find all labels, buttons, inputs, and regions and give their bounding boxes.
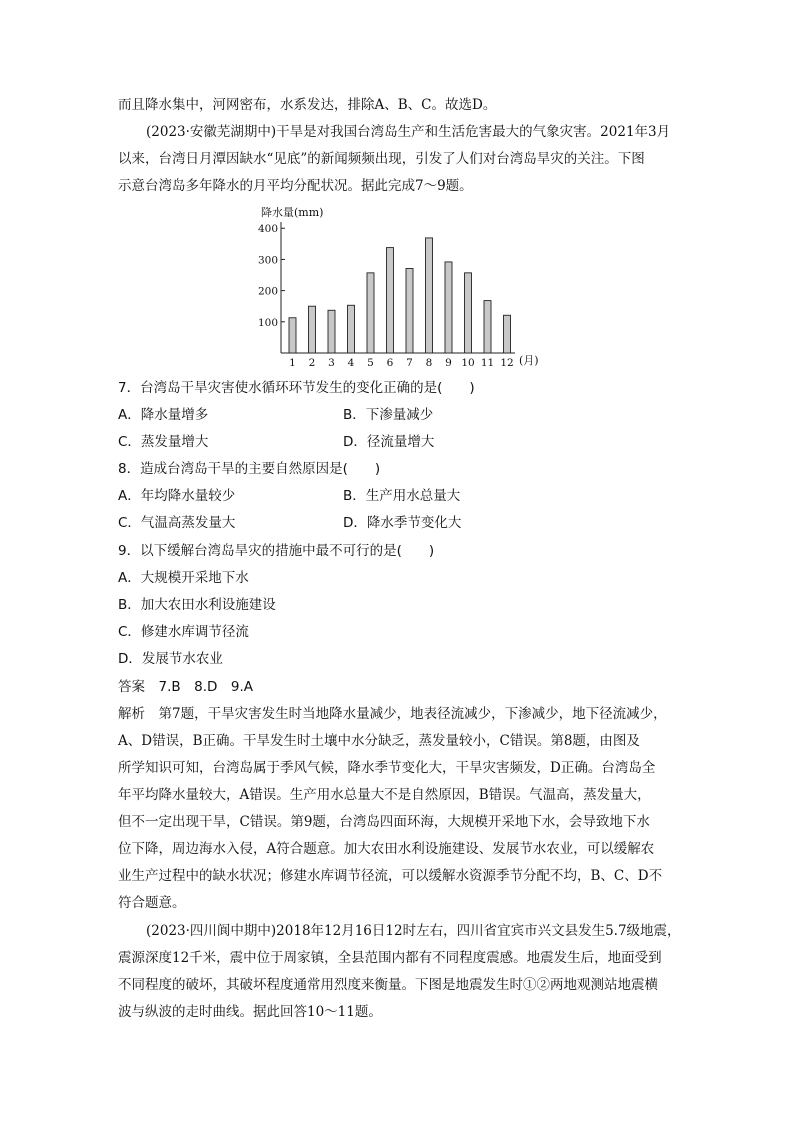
passage-intro-line: 示意台湾岛多年降水的月平均分配状况。据此完成7～9题。	[118, 178, 473, 194]
chart-bar-month-8	[426, 238, 433, 353]
analysis-line: 所学知识可知，台湾岛属于季风气候，降水季节变化大，干旱灾害频发，D正确。台湾岛全	[118, 760, 656, 776]
q8-option-b[interactable]: B．生产用水总量大	[343, 488, 461, 504]
chart-x-tick-label: 11	[480, 357, 495, 369]
chart-y-tick-label: 300	[257, 254, 278, 267]
analysis-line: 解析 第7题，干旱灾害发生时当地降水量减少，地表径流减少，下渗减少，地下径流减少，	[118, 706, 667, 722]
q7-option-b[interactable]: B．下渗量减少	[343, 407, 434, 423]
chart-y-tick-label: 200	[257, 285, 278, 298]
chart-x-tick-label: 5	[367, 357, 374, 369]
question-9-stem: 9．以下缓解台湾岛旱灾的措施中最不可行的是( )	[118, 543, 435, 559]
chart-x-tick-label: 1	[289, 357, 296, 369]
paragraph-continuation: 而且降水集中，河网密布，水系发达，排除A、B、C。故选D。	[118, 97, 497, 113]
chart-x-tick-label: 7	[406, 357, 413, 369]
chart-x-axis-unit: (月)	[519, 354, 539, 367]
analysis-line: 年平均降水量较大，A错误。生产用水总量大不是自然原因，B错误。气温高，蒸发量大，	[118, 787, 651, 803]
q8-option-c[interactable]: C．气温高蒸发量大	[118, 515, 236, 531]
chart-bar-month-4	[348, 305, 355, 353]
question-7-stem: 7．台湾岛干旱灾害使水循环环节发生的变化正确的是( )	[118, 380, 475, 396]
q9-option-d[interactable]: D．发展节水农业	[118, 651, 223, 667]
chart-bar-month-6	[387, 248, 394, 353]
chart-x-tick-label: 12	[500, 357, 514, 369]
q9-option-c[interactable]: C．修建水库调节径流	[118, 624, 249, 640]
question-8-stem: 8．造成台湾岛干旱的主要自然原因是( )	[118, 461, 381, 477]
next-passage-line: 不同程度的破坏，其破坏程度通常用烈度来衡量。下图是地震发生时①②两地观测站地震横	[118, 977, 658, 993]
precipitation-bar-chart	[255, 200, 545, 370]
next-passage-line: 波与纵波的走时曲线。据此回答10～11题。	[118, 1004, 382, 1020]
chart-bar-month-1	[289, 318, 296, 353]
chart-x-tick-label: 10	[461, 357, 475, 369]
chart-x-tick-label: 4	[347, 357, 355, 369]
chart-y-tick-label: 400	[257, 223, 278, 236]
analysis-line: A、D错误，B正确。干旱发生时土壤中水分缺乏，蒸发量较小，C错误。第8题，由图及	[118, 733, 640, 749]
q7-option-d[interactable]: D．径流量增大	[343, 434, 435, 450]
chart-x-tick-label: 6	[386, 357, 394, 369]
chart-bar-month-3	[328, 310, 335, 353]
analysis-line: 符合题意。	[118, 895, 186, 911]
analysis-line: 位下降，周边海水入侵，A符合题意。加大农田水利设施建设、发展节水农业，可以缓解农	[118, 841, 655, 857]
next-passage-line: (2023·四川阆中期中)2018年12月16日12时左右，四川省宜宾市兴文县发生5.7级地震，	[146, 923, 681, 939]
analysis-line: 但不一定出现干旱，C错误。第9题，台湾岛四面环海，大规模开采地下水，会导致地下水	[118, 814, 650, 830]
q7-option-a[interactable]: A．降水量增多	[118, 407, 209, 423]
chart-y-tick-label: 100	[257, 316, 278, 329]
chart-y-axis-label: 降水量(mm)	[261, 206, 324, 219]
chart-bar-month-2	[309, 306, 316, 353]
chart-bar-month-9	[445, 262, 452, 353]
analysis-line: 业生产过程中的缺水状况；修建水库调节径流，可以缓解水资源季节分配不均，B、C、D不	[118, 868, 663, 884]
q8-option-d[interactable]: D．降水季节变化大	[343, 515, 462, 531]
chart-bar-month-5	[367, 273, 374, 353]
next-passage-line: 震源深度12千米，震中位于周家镇，全县范围内都有不同程度震感。地震发生后，地面受到	[118, 950, 662, 966]
chart-bar-month-7	[406, 268, 413, 353]
q9-option-a[interactable]: A．大规模开采地下水	[118, 570, 249, 586]
chart-x-tick-label: 8	[425, 357, 433, 369]
q8-option-a[interactable]: A．年均降水量较少	[118, 488, 236, 504]
chart-bar-month-11	[484, 301, 491, 353]
chart-bar-month-10	[465, 273, 472, 353]
chart-x-tick-label: 2	[308, 357, 316, 369]
chart-bar-month-12	[504, 315, 511, 353]
q7-option-c[interactable]: C．蒸发量增大	[118, 434, 209, 450]
passage-intro-line: 以来，台湾日月潭因缺水“见底”的新闻频频出现，引发了人们对台湾岛旱灾的关注。下图	[118, 151, 645, 167]
answer-line: 答案 7.B 8.D 9.A	[118, 679, 254, 695]
passage-intro-line: (2023·安徽芜湖期中)干旱是对我国台湾岛生产和生活危害最大的气象灾害。2021年3月	[146, 124, 671, 140]
q9-option-b[interactable]: B．加大农田水利设施建设	[118, 597, 276, 613]
chart-x-tick-label: 9	[445, 357, 452, 369]
chart-x-tick-label: 3	[328, 357, 335, 369]
